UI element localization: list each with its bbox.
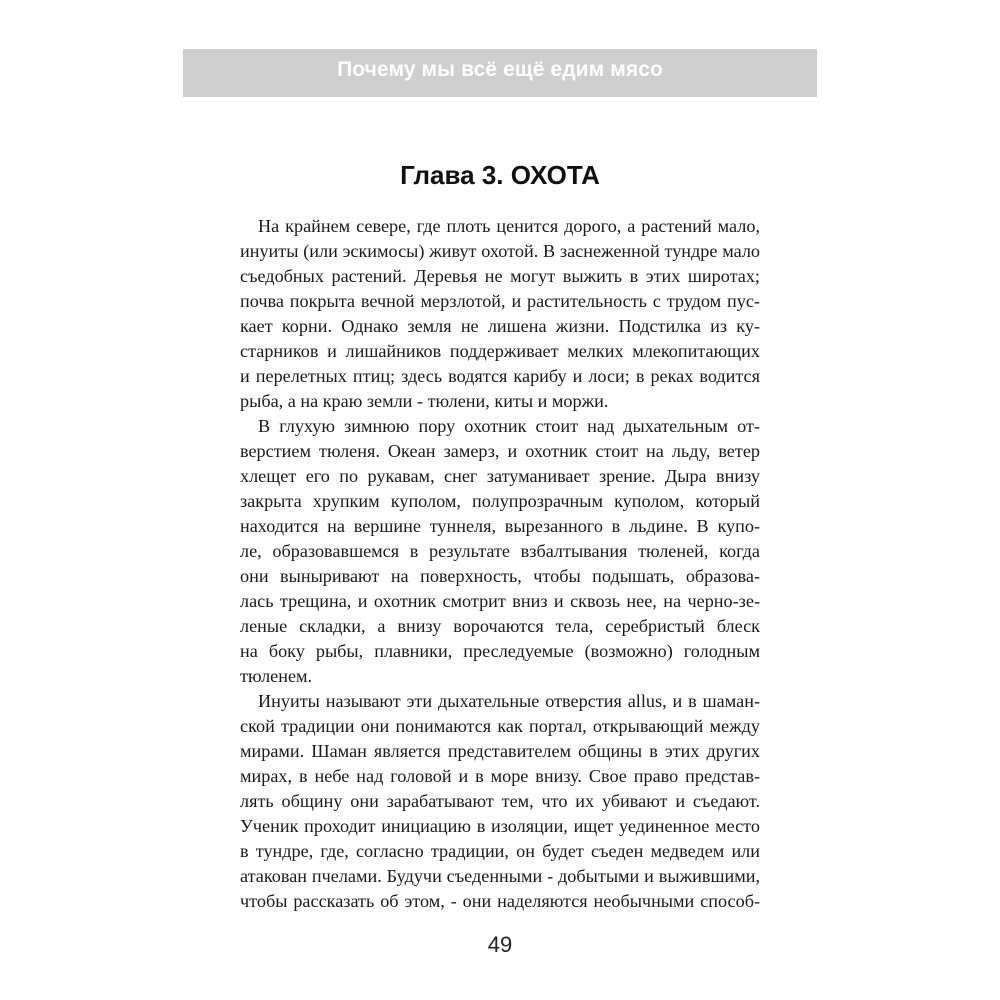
text-line: Ученик проходит инициацию в изоляции, ищет уединенное место (240, 816, 760, 836)
text-line: мирами. Шаман является представителем общины в этих других (240, 741, 760, 761)
chapter-title: Глава 3. ОХОТА (400, 160, 600, 190)
text-line: лять общину они зарабатывают тем, что их убивают и съедают. (240, 791, 760, 811)
text-line: атакован пчелами. Будучи съеденными - добытыми и выжившими, (240, 866, 760, 886)
text-line: кает корни. Однако земля не лишена жизни. Подстилка из ку- (240, 316, 760, 336)
text-line: они выныривают на поверхность, чтобы подышать, образова- (240, 566, 760, 586)
text-line: лась трещина, и охотник смотрит вниз и сквозь нее, на черно-зе- (240, 591, 760, 611)
text-line: тюленем. (240, 666, 313, 686)
text-line: в тундре, где, согласно традиции, он будет съеден медведем или (240, 841, 760, 861)
text-line: закрыта хрупким куполом, полупрозрачным куполом, который (240, 491, 760, 511)
text-line: хлещет его по рукавам, снег затуманивает зрение. Дыра внизу (240, 466, 760, 486)
page-number: 49 (487, 932, 513, 957)
text-line: ской традиции они понимаются как портал, открывающий между (240, 716, 760, 736)
text-line: съедобных растений. Деревья не могут выжить в этих широтах; (240, 266, 760, 286)
text-line: чтобы рассказать об этом, - они наделяются необычными способ- (240, 891, 760, 911)
running-header-title: Почему мы всё ещё едим мясо (337, 58, 663, 81)
text-line: находится на вершине туннеля, вырезанного в льдине. В купо- (240, 516, 760, 536)
text-line: старников и лишайников поддерживает мелких млекопитающих (240, 341, 760, 361)
text-line: На крайнем севере, где плоть ценится дорого, а растений мало, (258, 216, 760, 236)
text-line: на боку рыбы, плавники, преследуемые (возможно) голодным (240, 641, 760, 661)
text-line: В глухую зимнюю пору охотник стоит над дыхательным от- (258, 416, 760, 436)
running-header-bar (183, 49, 817, 97)
text-line: инуиты (или эскимосы) живут охотой. В заснеженной тундре мало (240, 241, 760, 261)
text-line: почва покрыта вечной мерзлотой, и растительность с трудом пус- (240, 291, 760, 311)
text-line: рыба, а на краю земли - тюлени, киты и моржи. (240, 391, 609, 411)
text-line: верстием тюленя. Океан замерз, и охотник стоит на льду, ветер (240, 441, 760, 461)
text-line: мирах, в небе над головой и в море внизу. Свое право представ- (240, 766, 760, 786)
text-line: и перелетных птиц; здесь водятся карибу и лоси; в реках водится (240, 366, 760, 386)
text-line: леные складки, а внизу ворочаются тела, серебристый блеск (240, 616, 760, 636)
text-line: Инуиты называют эти дыхательные отверстия allus, и в шаман- (258, 691, 760, 711)
text-line: ле, образовавшемся в результате взбалтывания тюленей, когда (240, 541, 760, 561)
